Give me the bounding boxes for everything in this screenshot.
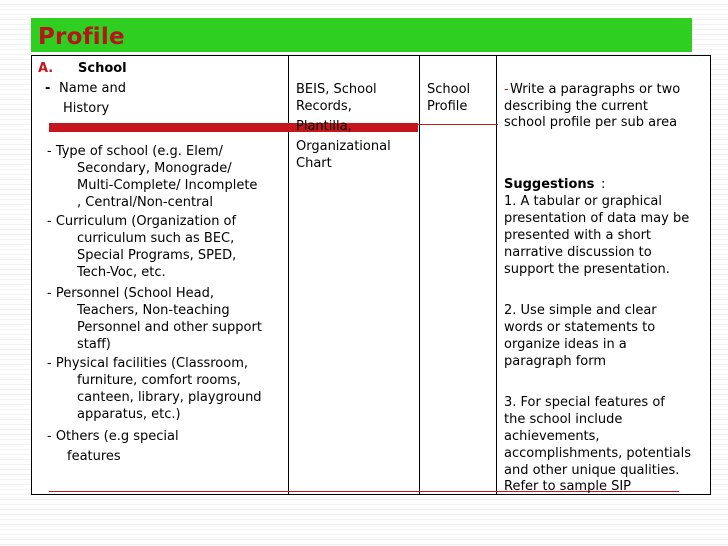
suggestion-1-line: presented with a short [504, 228, 652, 243]
item-curriculum: - Curriculum (Organization of [47, 214, 237, 229]
suggestion-3-line: accomplishments, potentials [504, 446, 692, 461]
item-type-school-line: , Central/Non-central [77, 195, 213, 210]
item-personnel-line: Teachers, Non-teaching [77, 303, 230, 318]
item-physical-facilities-line: furniture, comfort rooms, [77, 373, 241, 388]
item-personnel: - Personnel (School Head, [47, 286, 214, 301]
suggestion-1-line: narrative discussion to [504, 245, 652, 260]
suggestion-2-line: organize ideas in a [504, 337, 627, 352]
red-divider-bar [49, 123, 418, 132]
suggestion-1-line: presentation of data may be [504, 211, 690, 226]
source-line: Organizational [296, 139, 391, 154]
title-bar [31, 18, 692, 52]
item-physical-facilities-line: apparatus, etc.) [77, 407, 181, 422]
item-curriculum-line: Special Programs, SPED, [77, 248, 237, 263]
section-letter: A. [38, 61, 54, 76]
item-others-line: features [67, 449, 121, 464]
item-name-history-cont: History [63, 101, 110, 116]
source-line: Plantilla, [296, 119, 352, 134]
suggestion-2: 2. Use simple and clear [504, 303, 657, 318]
suggestion-2-line: words or statements to [504, 320, 656, 335]
column-divider-1 [288, 55, 289, 495]
suggestion-1: 1. A tabular or graphical [504, 194, 662, 209]
item-curriculum-line: curriculum such as BEC, [77, 231, 235, 246]
suggestion-2-line: paragraph form [504, 354, 607, 369]
item-others: - Others (e.g special [47, 429, 179, 444]
source-line: BEIS, School [296, 82, 377, 97]
red-divider-line [418, 124, 498, 125]
item-type-school-line: Secondary, Monograde/ [77, 161, 232, 176]
intro-dash: - [504, 82, 509, 97]
item-name-history: Name and [59, 81, 126, 96]
item-physical-facilities: - Physical facilities (Classroom, [47, 356, 249, 371]
bullet-dash: - [45, 81, 51, 96]
item-type-school: - Type of school (e.g. Elem/ [47, 144, 223, 159]
column-divider-3 [496, 55, 497, 495]
slide-title: Profile [38, 24, 125, 50]
suggestion-3: 3. For special features of [504, 395, 665, 410]
column-divider-2 [419, 55, 420, 495]
suggestion-3-line: achievements, [504, 429, 600, 444]
intro-text-line: describing the current [504, 99, 648, 114]
suggestion-3-line: the school include [504, 412, 623, 427]
section-heading: School [78, 61, 127, 76]
intro-text: Write a paragraphs or two [510, 82, 681, 97]
suggestions-heading: Suggestions [504, 177, 595, 192]
output-line: School [427, 82, 471, 97]
suggestions-colon: : [601, 177, 606, 192]
source-line: Records, [296, 99, 352, 114]
item-personnel-line: Personnel and other support [77, 320, 262, 335]
item-type-school-line: Multi-Complete/ Incomplete [77, 178, 258, 193]
output-line: Profile [427, 99, 468, 114]
item-curriculum-line: Tech-Voc, etc. [77, 265, 166, 280]
source-line: Chart [296, 156, 332, 171]
item-personnel-line: staff) [77, 337, 111, 352]
intro-text-line: school profile per sub area [504, 115, 678, 130]
item-physical-facilities-line: canteen, library, playground [77, 390, 262, 405]
suggestion-3-line: Refer to sample SIP [504, 479, 632, 494]
suggestion-1-line: support the presentation. [504, 262, 670, 277]
suggestion-3-line: and other unique qualities. [504, 463, 680, 478]
